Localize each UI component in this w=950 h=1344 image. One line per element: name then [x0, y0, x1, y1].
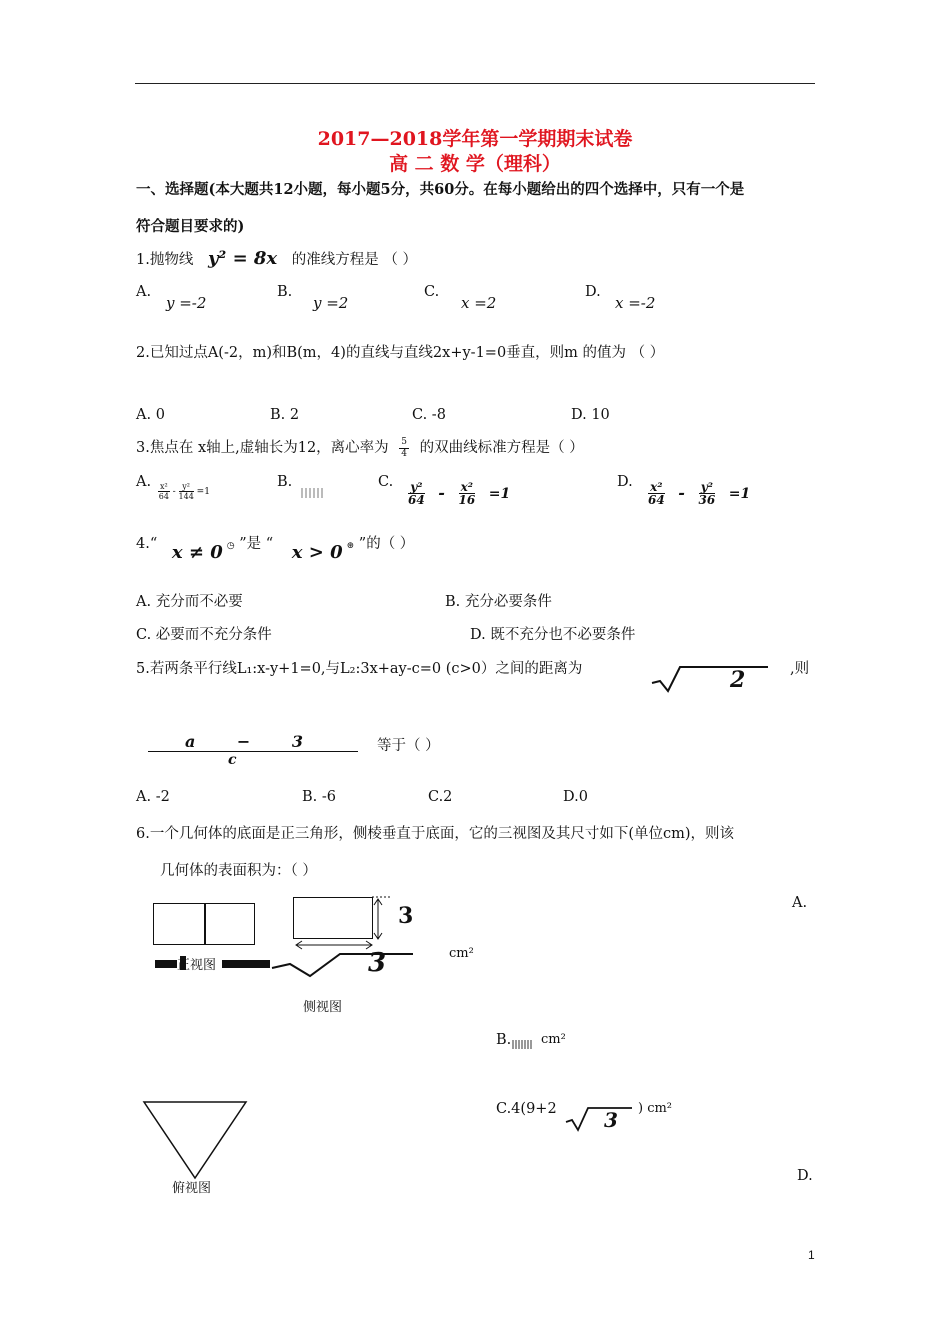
q3-opt-c-label: C. [378, 474, 394, 490]
sqrt-sign-icon [650, 665, 770, 693]
q6-opt-c-suffix: ) cm² [638, 1101, 673, 1116]
q1-opt-d-label: D. [585, 284, 601, 300]
q3-a-t1-num: x² [160, 482, 168, 491]
q5-then: ,则 [790, 661, 810, 677]
front-view-divider [204, 904, 206, 944]
q4-suffix: ”的（ ） [358, 536, 415, 552]
dial-icon: ⊛ [346, 541, 355, 551]
q1-opt-b-label: B. [277, 284, 293, 300]
dim-mark-left [155, 960, 177, 968]
q3-c-t2-den: 16 [458, 493, 476, 507]
q3-opt-b-faint-formula [301, 488, 325, 498]
q4-math1: x ≠ 0 [171, 542, 223, 563]
q3-d-minus: - [678, 483, 685, 502]
front-view-label: 正视图 [177, 958, 217, 973]
q3-d-t1-num: x² [648, 481, 665, 494]
q1-opt-c-label: C. [424, 284, 440, 300]
q3-c-rhs: =1 [488, 486, 511, 502]
side-height-label: 3 [398, 903, 414, 929]
dim-mark-mid [222, 960, 270, 968]
q3-suffix: 的双曲线标准方程是（ ） [419, 440, 584, 456]
q6-stem-line2: 几何体的表面积为：（ ） [160, 863, 317, 879]
q3-d-t1-den: 64 [648, 493, 665, 507]
q1-opt-d: x =-2 [615, 294, 656, 312]
q3-stem [136, 436, 584, 460]
q3-c-t1-den: 64 [408, 493, 425, 507]
q5-opt-d: D.0 [563, 789, 588, 805]
q2-opt-b: B. 2 [270, 407, 300, 423]
q5-stem: 5.若两条平行线L₁:x-y+1=0,与L₂:3x+ay-c=0 (c>0）之间的距离为 [136, 661, 583, 677]
q1-opt-a: y =-2 [166, 294, 207, 312]
q3-opt-b-label: B. [277, 474, 293, 490]
q5-frac-den: c [228, 752, 237, 768]
q6-opt-c [496, 1101, 557, 1117]
q6-unit-b: cm² [541, 1032, 566, 1047]
q5-fraction [148, 733, 358, 768]
q6-opt-c-prefix: C.4(9+2 [496, 1101, 557, 1117]
q3-ecc-num: 5 [401, 436, 408, 447]
dim-sqrt-value: 3 [368, 948, 387, 978]
q5-equals: 等于（ ） [377, 738, 440, 754]
q3-a-t2-den: 144 [178, 492, 194, 501]
page-number: 1 [808, 1248, 815, 1262]
q3-d-rhs: =1 [728, 486, 751, 502]
q3-d-t2-num: y² [699, 481, 716, 494]
q1-suffix: 的准线方程是 （ ） [291, 252, 417, 268]
exam-title: 2017—2018学年第一学期期末试卷 [317, 128, 633, 150]
top-view-triangle [142, 1100, 248, 1180]
q3-a-minus: - [172, 487, 176, 497]
sqrt-sign-icon [564, 1106, 634, 1132]
q1-opt-a-label: A. [136, 284, 152, 300]
q3-a-t1-den: 64 [158, 492, 169, 501]
q2-opt-a: A. 0 [136, 407, 165, 423]
q6-opt-b-faint-formula [512, 1040, 532, 1049]
q6-stem-line1: 6.一个几何体的底面是正三角形，侧棱垂直于底面，它的三视图及其尺寸如下(单位cm)，则该 [136, 826, 735, 842]
q6-opt-b: B. [496, 1032, 512, 1048]
q4-prefix: 4.“ [136, 536, 158, 552]
q3-ecc-frac [399, 437, 409, 460]
q5-sqrt-value: 2 [730, 667, 746, 693]
q1-opt-c: x =2 [461, 294, 497, 312]
clock-icon: ◷ [226, 541, 235, 551]
q3-prefix: 3.焦点在 x轴上,虚轴长为12，离心率为 [136, 440, 389, 456]
q2-opt-d: D. 10 [571, 407, 610, 423]
q3-opt-d-label: D. [617, 474, 633, 490]
q6-opt-c-sqrt-value: 3 [604, 1108, 618, 1132]
q6-opt-d: D. [797, 1168, 813, 1184]
q6-unit-a: cm² [449, 946, 474, 961]
q4-opt-d: D. 既不充分也不必要条件 [470, 627, 636, 643]
q4-math2: x > 0 [291, 542, 343, 563]
section-heading-line2: 符合题目要求的) [136, 218, 245, 235]
q3-c-t1-num: y² [408, 481, 425, 494]
q3-ecc-den: 4 [401, 448, 408, 459]
q4-mid: ”是 “ [239, 536, 274, 552]
q5-opt-c: C.2 [428, 789, 453, 805]
q5-opt-a: A. -2 [136, 789, 170, 805]
q2-stem: 2.已知过点A(-2，m)和B(m，4)的直线与直线2x+y-1=0垂直，则m 的值为 （ ） [136, 345, 665, 361]
q5-sqrt [650, 665, 770, 697]
q3-a-rhs: =1 [196, 487, 210, 497]
q2-opt-c: C. -8 [412, 407, 446, 423]
q1-opt-b: y =2 [313, 294, 349, 312]
q4-stem [136, 532, 415, 563]
q3-c-t2-num: x² [459, 481, 476, 494]
header-rule [135, 83, 815, 84]
q1-stem [136, 248, 417, 269]
exam-subtitle: 高 二 数 学（理科） [389, 153, 561, 175]
sqrt-sign-icon [270, 950, 415, 980]
q3-a-t2-num: y² [179, 482, 194, 492]
q3-opt-c [408, 481, 510, 506]
q3-opt-a [158, 482, 210, 501]
top-view-label: 俯视图 [172, 1181, 212, 1196]
q1-math: y² = 8x [207, 248, 278, 269]
q3-opt-d [648, 481, 750, 506]
q5-frac-num: a − 3 [148, 733, 358, 752]
q4-opt-a: A. 充分而不必要 [136, 594, 243, 610]
q1-prefix: 1.抛物线 [136, 252, 194, 268]
q6-opt-a: A. [792, 895, 808, 911]
section-heading-line1: 一、选择题(本大题共12小题，每小题5分，共60分。在每小题给出的四个选择中，只有一个是 [136, 181, 745, 198]
side-view-label: 侧视图 [303, 1000, 343, 1015]
q3-opt-a-label: A. [136, 474, 152, 490]
q3-d-t2-den: 36 [698, 493, 716, 507]
q5-opt-b: B. -6 [302, 789, 336, 805]
q4-opt-b: B. 充分必要条件 [445, 594, 552, 610]
q3-c-minus: - [438, 483, 445, 502]
q4-opt-c: C. 必要而不充分条件 [136, 627, 272, 643]
